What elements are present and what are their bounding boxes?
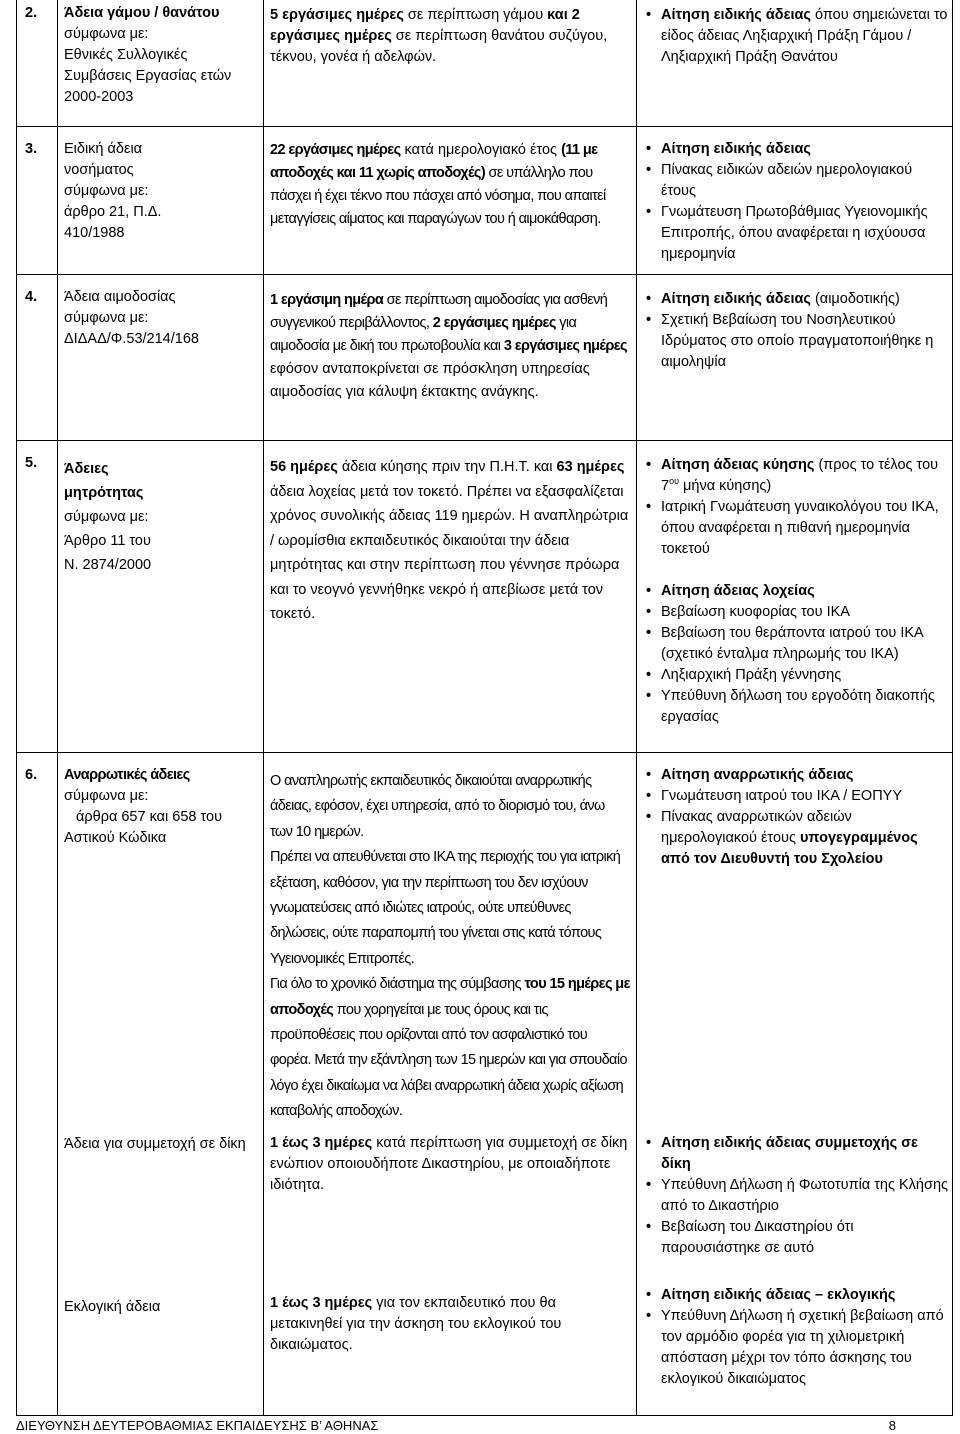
duration-bold: (11 με αποδοχές και 11 χωρίς αποδοχές) <box>270 142 598 181</box>
document-text: (προς το τέλος του 7 <box>661 457 939 494</box>
document-text: Γνωμάτευση Πρωτοβάθμιας Υγειονομικής Επιτροπής, όπου αναφέρεται η ισχύουσα ημερομηνία <box>661 204 928 262</box>
duration-bold: 1 έως 3 ημέρες <box>270 1135 373 1151</box>
leave-type <box>64 287 264 350</box>
required-documents <box>643 1285 948 1390</box>
required-documents <box>643 455 948 728</box>
document-text: Βεβαίωση του θεράποντα ιατρού του ΙΚΑ (σχετικό ένταλμα πληρωμής του ΙΚΑ) <box>661 625 923 662</box>
leave-type-title: Ειδική άδεια <box>64 141 143 157</box>
document-bold: Αίτηση ειδικής άδειας – εκλογικής <box>661 1287 896 1303</box>
duration-bold: 63 ημέρες <box>556 459 625 475</box>
duration-text: σε περίπτωση γάμου <box>403 7 548 23</box>
document-item <box>643 5 948 68</box>
document-bold: Αίτηση άδειας λοχείας <box>661 583 815 599</box>
document-item <box>643 665 948 686</box>
document-text: μήνα κύησης) <box>679 478 772 494</box>
leave-type-title: Άδειες <box>64 461 109 477</box>
duration-text: σε υπάλληλο που πάσχει ή έχει τέκνο που πάσχει από νόσημα, που απαιτεί μεταγγίσεις αίματος και παραγώγων του ή αιμοκάθαρση. <box>270 165 606 227</box>
table-row <box>17 126 952 275</box>
document-item <box>643 1133 948 1175</box>
document-bold: Αίτηση αναρρωτικής άδειας <box>661 767 854 783</box>
legal-basis-label: σύμφωνα με: <box>64 26 149 42</box>
duration-paragraph: Ο αναπληρωτής εκπαιδευτικός δικαιούται αναρρωτικής άδειας, εφόσον, έχει υπηρεσία, από το διορισμό του, άνω των 10 ημερών. <box>270 773 605 840</box>
leave-type <box>64 3 264 108</box>
legal-basis-line: ΔΙΔΑΔ/Φ.53/214/168 <box>64 331 199 347</box>
page-number: 8 <box>888 1418 896 1433</box>
document-text: όπου σημειώνεται το είδος άδειας Ληξιαρχική Πράξη Γάμου / Ληξιαρχική Πράξη Θανάτου <box>661 7 948 65</box>
leave-type-title: Άδεια γάμου / θανάτου <box>64 5 220 21</box>
duration-bold: 56 ημέρες <box>270 459 338 475</box>
leave-duration <box>270 769 630 1125</box>
duration-text: για τον εκπαιδευτικό που θα μετακινηθεί για την άσκηση του εκλογικού του δικαιώματος. <box>270 1295 562 1353</box>
duration-text: κατά ημερολογιακό έτος <box>400 142 562 158</box>
document-item <box>643 289 948 310</box>
row-number: 5. <box>25 455 38 471</box>
document-text: Υπεύθυνη δήλωση του εργοδότη διακοπής εργασίας <box>661 688 935 725</box>
document-item <box>643 1285 948 1306</box>
leave-type <box>64 1133 264 1155</box>
document-text: Πίνακας αναρρωτικών αδειών ημερολογιακού έτους <box>661 809 852 846</box>
duration-paragraph: Πρέπει να απευθύνεται στο ΙΚΑ της περιοχής του για ιατρική εξέταση, καθόσον, για την περίπτωση του δεν ισχύουν γνωματεύσεις από ιδιώτες ιατρούς, ούτε υπεύθυνες δηλώσεις, ούτε παραπομπή του γίνεται στις κατά τόπους Υγειονομικές Επιτροπές. <box>270 849 621 967</box>
legal-basis-line: άρθρο 21, Π.Δ. <box>64 204 162 220</box>
document-item <box>643 623 948 665</box>
table-row <box>17 440 952 753</box>
leave-duration <box>270 289 630 404</box>
document-text: Γνωμάτευση ιατρού του ΙΚΑ / ΕΟΠΥΥ <box>661 788 903 804</box>
required-documents <box>643 1133 948 1259</box>
duration-text: σε περίπτωση αιμοδοσίας για ασθενή συγγενικού περιβάλλοντος, <box>270 292 608 331</box>
legal-basis-line: Ν. 2874/2000 <box>64 557 152 573</box>
document-bold: Αίτηση ειδικής άδειας <box>661 141 811 157</box>
page-footer <box>16 1418 951 1434</box>
duration-bold: 1 έως 3 ημέρες <box>270 1295 373 1311</box>
document-item <box>643 202 948 265</box>
leave-duration <box>270 1293 630 1356</box>
duration-bold: 3 εργάσιμες ημέρες <box>503 338 627 354</box>
document-text: (αιμοδοτικής) <box>810 291 900 307</box>
document-text: Βεβαίωση κυοφορίας του ΙΚΑ <box>661 604 850 620</box>
document-item <box>643 786 948 807</box>
document-text: Ληξιαρχική Πράξη γέννησης <box>661 667 842 683</box>
row-number: 2. <box>25 5 38 21</box>
legal-basis-line: 410/1988 <box>64 225 125 241</box>
document-item <box>643 455 948 497</box>
leave-duration <box>270 139 630 231</box>
document-text: Βεβαίωση του Δικαστηρίου ότι παρουσιάστηκε σε αυτό <box>661 1219 854 1256</box>
leave-type-title: Άδεια για συμμετοχή σε δίκη <box>64 1136 246 1152</box>
legal-basis-label: σύμφωνα με: <box>64 183 149 199</box>
leave-type <box>64 139 264 244</box>
duration-text: άδεια λοχείας μετά τον τοκετό. Πρέπει να εξασφαλίζεται χρόνος συνολικής άδειας 119 ημερών. Η αναπληρώτρια / ωρομίσθια εκπαιδευτικός δικαιούται την άδεια μητρότητας και στην περίπτωση που γέννησε πρόωρα και το νεογνό γεννήθηκε νεκρό ή απεβίωσε μετά τον τοκετό. <box>270 483 629 622</box>
legal-basis-line: Συμβάσεις Εργασίας ετών <box>64 68 232 84</box>
row-number: 4. <box>25 289 38 305</box>
document-item <box>643 807 948 870</box>
document-text: Σχετική Βεβαίωση του Νοσηλευτικού Ιδρύματος στο οποίο πραγματοποιήθηκε η αιμοληψία <box>661 312 934 370</box>
duration-text: άδεια κύησης πριν την Π.Η.Τ. και <box>337 459 557 475</box>
document-item <box>643 160 948 202</box>
document-item <box>643 139 948 160</box>
table-row <box>17 274 952 441</box>
document-item <box>643 1175 948 1217</box>
leave-type <box>64 1297 264 1318</box>
required-documents <box>643 289 948 373</box>
required-documents <box>643 5 948 68</box>
column-divider <box>57 0 58 1415</box>
document-item <box>643 1217 948 1259</box>
legal-basis-label: σύμφωνα με: <box>64 788 149 804</box>
duration-text: κατά περίπτωση για συμμετοχή σε δίκη ενώπιον οποιουδήποτε Δικαστηρίου, με οποιαδήποτε ιδιότητα. <box>270 1135 628 1193</box>
duration-text: Για όλο το χρονικό διάστημα της σύμβασης <box>270 976 525 993</box>
document-bold: Αίτηση ειδικής άδειας <box>661 7 811 23</box>
document-bold: Αίτηση ειδικής άδειας <box>661 291 811 307</box>
document-text: Υπεύθυνη Δήλωση ή σχετική βεβαίωση από τον αρμόδιο φορέα για τη χιλιομετρική απόσταση μέχρι τον τόπο άσκησης του εκλογικού δικαιώματος <box>661 1308 944 1387</box>
duration-text: για αιμοδοσία με δική του πρωτοβουλία και <box>270 315 577 354</box>
duration-text: εφόσον ανταποκρίνεται σε πρόσκληση υπηρεσίας αιμοδοσίας για κάλυψη έκτακτης ανάγκης. <box>270 361 590 400</box>
leave-duration <box>270 1133 630 1196</box>
document-item <box>643 1306 948 1390</box>
document-item <box>643 686 948 728</box>
legal-basis-line: Άρθρο 11 του <box>64 533 151 549</box>
legal-basis-line: 2000-2003 <box>64 89 134 105</box>
legal-basis-label: σύμφωνα με: <box>64 509 149 525</box>
column-divider <box>263 0 264 1415</box>
required-documents <box>643 139 948 265</box>
duration-bold: 22 εργάσιμες ημέρες <box>270 142 401 158</box>
footer-department: ΔΙΕΥΘΥΝΣΗ ΔΕΥΤΕΡΟΒΑΘΜΙΑΣ ΕΚΠΑΙΔΕΥΣΗΣ Β’ ΑΘΗΝΑΣ <box>16 1418 379 1433</box>
legal-basis-line: άρθρα 657 και 658 του <box>76 809 223 825</box>
leave-type-title: Αναρρωτικές άδειες <box>64 767 190 783</box>
leave-duration <box>270 5 630 68</box>
document-text: Υπεύθυνη Δήλωση ή Φωτοτυπία της Κλήσης από το Δικαστήριο <box>661 1177 948 1214</box>
duration-text: που χορηγείται με τους όρους και τις προϋποθέσεις που ορίζονται από τον ασφαλιστικό του φορέα. Μετά την εξάντληση των 15 ημερών και για σπουδαίο λόγο έχει δικαίωμα να λάβει αναρρωτική άδεια χωρίς αξίωση καταβολής αποδοχών. <box>270 1001 627 1120</box>
legal-basis-line: Εθνικές Συλλογικές <box>64 47 188 63</box>
leave-type-title: Άδεια αιμοδοσίας <box>64 289 176 305</box>
required-documents <box>643 765 948 870</box>
duration-bold: του 15 ημέρες με αποδοχές <box>270 976 630 1018</box>
document-bold: Αίτηση ειδικής άδειας συμμετοχής σε δίκη <box>661 1135 918 1172</box>
document-bold: Αίτηση άδειας κύησης <box>661 457 815 473</box>
document-item <box>643 765 948 786</box>
document-item <box>643 602 948 623</box>
leave-type <box>64 765 264 849</box>
duration-bold: και 2 εργάσιμες ημέρες <box>270 7 580 44</box>
document-item <box>643 581 948 602</box>
row-number: 6. <box>25 767 38 783</box>
leave-duration <box>270 455 630 627</box>
document-item <box>643 310 948 373</box>
legal-basis-label: σύμφωνα με: <box>64 310 149 326</box>
table-row <box>17 752 952 1416</box>
row-number: 3. <box>25 141 38 157</box>
legal-basis-line: Αστικού Κώδικα <box>64 830 167 846</box>
document-bold: υπογεγραμμένος από τον Διευθυντή του Σχολείου <box>661 830 918 867</box>
leave-type-title: νοσήματος <box>64 162 134 178</box>
column-divider <box>636 0 637 1415</box>
document-item <box>643 497 948 560</box>
duration-bold: 1 εργάσιμη ημέρα <box>270 292 384 308</box>
leave-table <box>16 0 953 1416</box>
duration-bold: 5 εργάσιμες ημέρες <box>270 7 404 23</box>
leave-type-title: μητρότητας <box>64 485 144 501</box>
ordinal-suffix: ου <box>669 476 680 487</box>
leave-type-title: Εκλογική άδεια <box>64 1299 161 1315</box>
document-text: Πίνακας ειδικών αδειών ημερολογιακού έτους <box>661 162 913 199</box>
document-text: Ιατρική Γνωμάτευση γυναικολόγου του ΙΚΑ, όπου αναφέρεται η πιθανή ημερομηνία τοκετού <box>661 499 939 557</box>
duration-text: σε περίπτωση θανάτου συζύγου, τέκνου, γονέα ή αδελφών. <box>270 28 608 65</box>
duration-bold: 2 εργάσιμες ημέρες <box>432 315 556 331</box>
table-row <box>17 0 952 126</box>
leave-type <box>64 457 264 577</box>
